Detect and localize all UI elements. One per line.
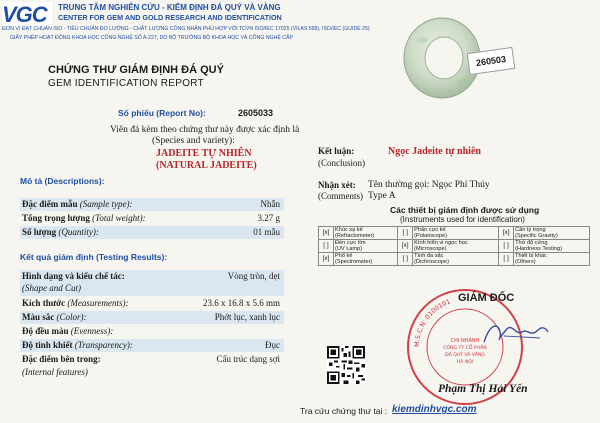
instrument-cell bbox=[334, 227, 398, 240]
result-row-evenness bbox=[20, 325, 284, 338]
instrument-name: Tính đa sắc bbox=[414, 253, 444, 259]
instrument-checkbox: [x] bbox=[319, 253, 334, 266]
instrument-checkbox: [ ] bbox=[398, 227, 413, 240]
svg-text:HÀ NỘI: HÀ NỘI bbox=[456, 360, 474, 365]
instrument-row bbox=[319, 240, 590, 253]
instrument-name: Thiết bị khác bbox=[515, 253, 547, 259]
instrument-name-en: (Spectrometer) bbox=[335, 259, 373, 265]
desc-row-total-weight bbox=[20, 212, 284, 225]
vgc-logo: VGC bbox=[2, 2, 52, 28]
desc-value: Nhẫn bbox=[260, 199, 280, 209]
instrument-cell bbox=[413, 253, 499, 266]
comments-label: Nhận xét: bbox=[318, 180, 356, 190]
instrument-name-en: (Specific Gravity) bbox=[515, 233, 558, 239]
result-row-transparency bbox=[20, 339, 284, 352]
instrument-name-en: (Others) bbox=[515, 259, 536, 265]
org-name-en: CENTER FOR GEM AND GOLD RESEARCH AND IDENTIFICATION bbox=[58, 13, 282, 22]
result-value: Đục bbox=[265, 340, 280, 350]
director-name: Phạm Thị Hải Yến bbox=[438, 383, 528, 395]
desc-row-quantity bbox=[20, 226, 284, 239]
svg-text:CHI NHÁNH: CHI NHÁNH bbox=[450, 338, 480, 344]
instrument-checkbox: [ ] bbox=[499, 253, 514, 266]
desc-label-en: (Sample type): bbox=[79, 199, 133, 209]
desc-label-en: (Total weight): bbox=[92, 213, 146, 223]
result-label: Hình dạng và kiểu chế tác: bbox=[22, 271, 125, 281]
comments-line-2: Type A bbox=[368, 191, 396, 201]
result-row-shape bbox=[20, 270, 284, 296]
species-intro-en: (Species and variety): bbox=[152, 136, 235, 146]
desc-row-sample-type bbox=[20, 198, 284, 211]
instrument-checkbox: [ ] bbox=[499, 240, 514, 253]
instrument-name-en: (Dichroscope) bbox=[414, 259, 449, 265]
species-en: (NATURAL JADEITE) bbox=[156, 160, 257, 171]
report-number: 2605033 bbox=[238, 108, 274, 118]
instrument-checkbox: [x] bbox=[398, 240, 413, 253]
result-value: Phớt lục, xanh lục bbox=[214, 312, 280, 322]
desc-label-en: (Quantity): bbox=[58, 227, 99, 237]
comments-line-1: Tên thường gọi: Ngọc Phỉ Thúy bbox=[368, 180, 490, 190]
result-row-internal bbox=[20, 353, 284, 379]
result-label-en: (Transparency): bbox=[74, 340, 133, 350]
instrument-name: Phổ kế bbox=[335, 253, 353, 259]
director-title: GIÁM ĐỐC bbox=[458, 292, 515, 304]
certificate-title-en: GEM IDENTIFICATION REPORT bbox=[48, 78, 205, 89]
seal-ring-text: M.S.C.N: 0100101 bbox=[412, 297, 452, 348]
instruments-title-en: (Instruments used for identification) bbox=[400, 215, 525, 224]
desc-value: 3.27 g bbox=[257, 213, 280, 223]
instrument-cell bbox=[413, 227, 499, 240]
svg-text:ĐÁ QUÝ VÀ VÀNG: ĐÁ QUÝ VÀ VÀNG bbox=[445, 353, 485, 358]
result-label: Màu sắc bbox=[22, 312, 55, 322]
instrument-name-en: (UV Lamp) bbox=[335, 246, 363, 252]
instrument-row bbox=[319, 227, 590, 240]
accreditation-line-1: ĐƠN VỊ ĐẠT CHUẨN ISO - TIÊU CHUẨN ĐO LƯỜNG - CHẤT LƯỢNG CÔNG NHẬN PHÙ HỢP VỚI TCVN ISO/IEC 17025 (VILAS 598), ISO/IEC (GUIDE 25) bbox=[2, 26, 370, 32]
result-value: Vòng tròn, dẹt bbox=[227, 271, 280, 281]
org-name-vn: TRUNG TÂM NGHIÊN CỨU - KIỂM ĐỊNH ĐÁ QUÝ VÀ VÀNG bbox=[58, 3, 281, 12]
result-value: 23.6 x 16.8 x 5.6 mm bbox=[202, 298, 280, 308]
qr-code[interactable] bbox=[327, 346, 365, 384]
instruments-title-vn: Các thiết bị giám định được sử dụng bbox=[390, 205, 540, 215]
instrument-checkbox: [ ] bbox=[398, 253, 413, 266]
descriptions-heading: Mô tả (Descriptions): bbox=[20, 176, 105, 186]
result-label-en: (Shape and Cut) bbox=[22, 283, 81, 293]
conclusion-label-en: (Conclusion) bbox=[318, 158, 365, 168]
result-label-en: (Measurements): bbox=[67, 298, 129, 308]
result-label: Kích thước bbox=[22, 298, 66, 308]
instrument-checkbox: [x] bbox=[499, 227, 514, 240]
verify-link[interactable]: kiemdinhvgc.com bbox=[392, 404, 477, 415]
instrument-row bbox=[319, 253, 590, 266]
instrument-name-en: (Microscope) bbox=[414, 246, 447, 252]
director-signature bbox=[480, 318, 550, 348]
instrument-cell bbox=[514, 240, 590, 253]
svg-text:M.S.C.N: 0100101 bbox=[413, 298, 452, 348]
instrument-cell bbox=[334, 253, 398, 266]
instrument-name-en: (Hardness Testing) bbox=[515, 246, 562, 252]
conclusion-value: Ngọc Jadeite tự nhiên bbox=[388, 146, 481, 157]
svg-text:CÔNG TY CỔ PHẦN: CÔNG TY CỔ PHẦN bbox=[443, 346, 487, 351]
instrument-checkbox: [x] bbox=[319, 227, 334, 240]
instrument-cell bbox=[514, 227, 590, 240]
result-row-measurements bbox=[20, 297, 284, 310]
conclusion-label: Kết luận: bbox=[318, 146, 355, 156]
instrument-cell bbox=[514, 253, 590, 266]
result-label-en: (Color): bbox=[56, 312, 87, 322]
sample-tag: 260503 bbox=[467, 47, 516, 75]
instrument-name: Khúc xạ kế bbox=[335, 227, 363, 233]
desc-label: Số lượng bbox=[22, 227, 57, 237]
report-number-label: Số phiếu (Report No): bbox=[118, 108, 206, 118]
instrument-checkbox: [ ] bbox=[319, 240, 334, 253]
instrument-name: Cân tỷ trọng bbox=[515, 227, 546, 233]
verify-label: Tra cứu chứng thư tại : bbox=[300, 406, 388, 416]
certificate-title-vn: CHỨNG THƯ GIÁM ĐỊNH ĐÁ QUÝ bbox=[48, 64, 224, 76]
result-value: Cấu trúc dạng sợi bbox=[216, 354, 280, 364]
species-intro-vn: Viên đá kèm theo chứng thư này được xác định là bbox=[110, 125, 300, 135]
comments-label-en: (Comments) bbox=[318, 191, 363, 201]
instrument-name-en: (Polariscope) bbox=[414, 233, 448, 239]
result-label-en: (Internal features) bbox=[22, 367, 88, 377]
result-row-color bbox=[20, 311, 284, 324]
result-label: Đặc điểm bên trong: bbox=[22, 354, 101, 364]
instrument-cell bbox=[334, 240, 398, 253]
instrument-name: Thử độ cứng bbox=[515, 240, 548, 246]
desc-label: Đặc điểm mẫu bbox=[22, 199, 78, 209]
species-vn: JADEITE TỰ NHIÊN bbox=[156, 148, 252, 159]
result-label-en: (Evenness): bbox=[70, 326, 114, 336]
instrument-name: Kính hiển vi ngọc học bbox=[414, 240, 468, 246]
desc-label: Tổng trọng lượng bbox=[22, 213, 90, 223]
instruments-table bbox=[318, 226, 590, 266]
result-label: Độ đều màu bbox=[22, 326, 69, 336]
instrument-name: Đèn cực tím bbox=[335, 240, 366, 246]
instrument-cell bbox=[413, 240, 499, 253]
instrument-name: Phân cực kế bbox=[414, 227, 446, 233]
accreditation-line-2: GIẤY PHÉP HOẠT ĐỘNG KHOA HỌC CÔNG NGHỆ SỐ A-227, DO BỘ TRƯỞNG BỘ KHOA HỌC VÀ CÔNG NGHỆ CẤP bbox=[10, 35, 293, 41]
testing-results-heading: Kết quả giám định (Testing Results): bbox=[20, 252, 168, 262]
desc-value: 01 mẫu bbox=[253, 227, 280, 237]
result-label: Độ tinh khiết bbox=[22, 340, 73, 350]
instrument-name-en: (Refractometer) bbox=[335, 233, 375, 239]
